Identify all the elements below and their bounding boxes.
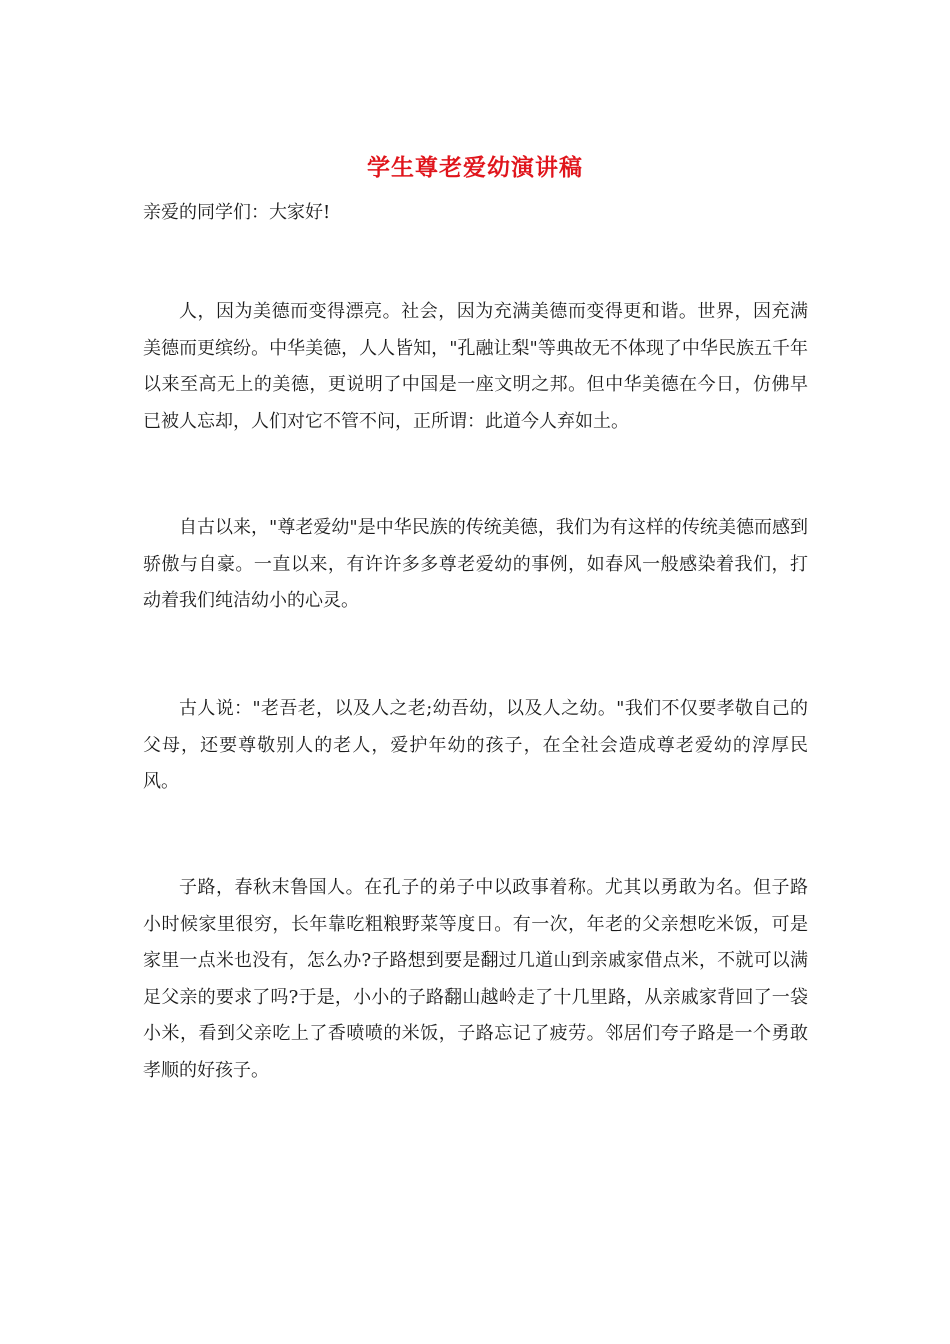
greeting-line: 亲爱的同学们：大家好! bbox=[143, 202, 331, 223]
paragraph-1: 人，因为美德而变得漂亮。社会，因为充满美德而变得更和谐。世界，因充满美德而更缤纷。中华美德，人人皆知，"孔融让梨"等典故无不体现了中华民族五千年以来至高无上的美德，更说明了中国是一座文明之邦。但中华美德在今日，仿佛早已被人忘却，人们对它不管不问，正所谓：此道今人弃如土。 bbox=[143, 301, 808, 432]
paragraph-3: 古人说："老吾老，以及人之老;幼吾幼，以及人之幼。"我们不仅要孝敬自己的父母，还要尊敬别人的老人，爱护年幼的孩子，在全社会造成尊老爱幼的淳厚民风。 bbox=[143, 698, 808, 792]
paragraph-4: 子路，春秋末鲁国人。在孔子的弟子中以政事着称。尤其以勇敢为名。但子路小时候家里很穷，长年靠吃粗粮野菜等度日。有一次，年老的父亲想吃米饭，可是家里一点米也没有，怎么办?子路想到要是翻过几道山到亲戚家借点米，不就可以满足父亲的要求了吗?于是，小小的子路翻山越岭走了十几里路，从亲戚家背回了一袋小米，看到父亲吃上了香喷喷的米饭，子路忘记了疲劳。邻居们夸子路是一个勇敢孝顺的好孩子。 bbox=[143, 877, 808, 1081]
document-title: 学生尊老爱幼演讲稿 bbox=[367, 154, 583, 181]
paragraph-2: 自古以来，"尊老爱幼"是中华民族的传统美德，我们为有这样的传统美德而感到骄傲与自豪。一直以来，有许许多多尊老爱幼的事例，如春风一般感染着我们，打动着我们纯洁幼小的心灵。 bbox=[143, 517, 808, 611]
